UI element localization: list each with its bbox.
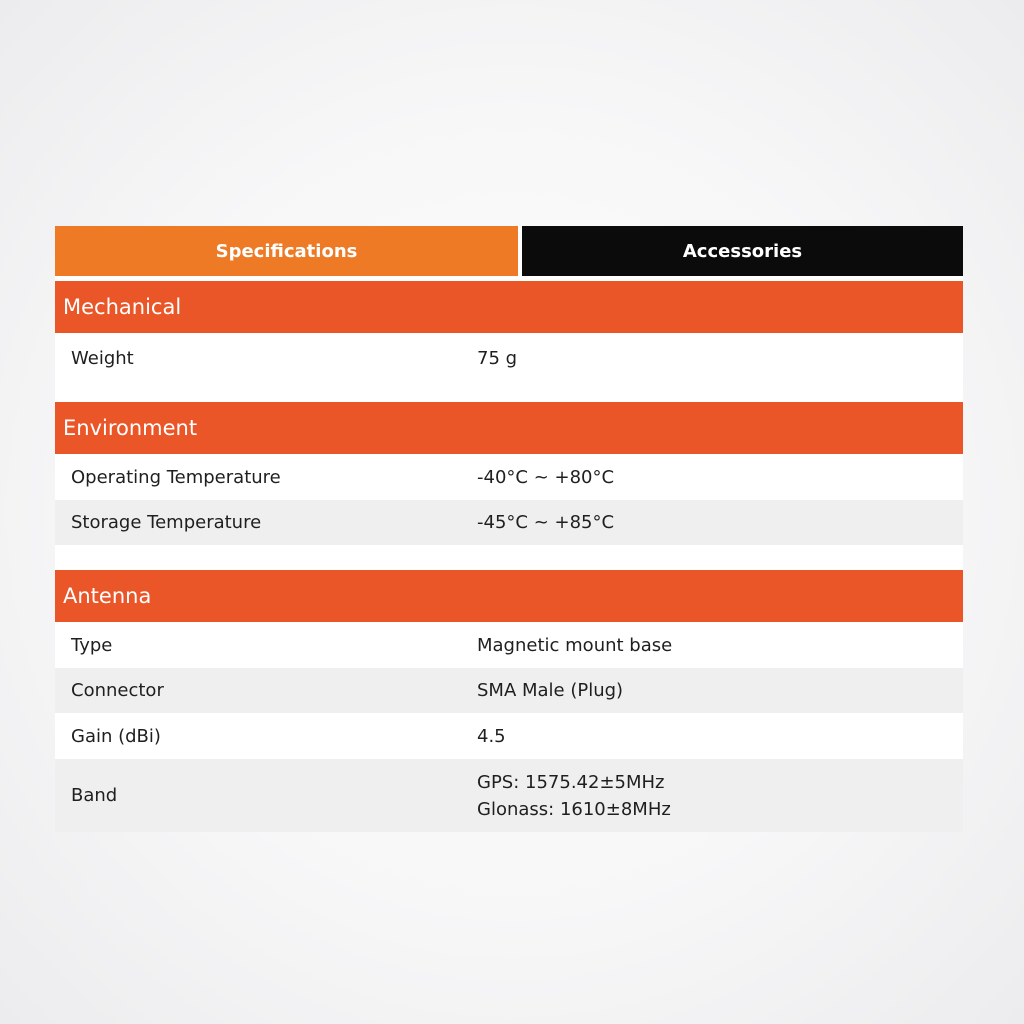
spec-row-storage-temperature <box>55 500 963 545</box>
spec-row-connector <box>55 668 963 713</box>
section-title: Mechanical <box>63 295 182 319</box>
band-gps-value: GPS: 1575.42±5MHz <box>477 771 665 793</box>
spec-label: Storage Temperature <box>71 512 262 533</box>
spec-label: Operating Temperature <box>71 466 281 488</box>
section-header-mechanical <box>55 281 963 333</box>
spec-row-weight <box>55 333 963 383</box>
section-header-antenna <box>55 570 963 622</box>
spec-value: -40°C ~ +80°C <box>477 466 615 488</box>
section-title: Antenna <box>63 584 152 608</box>
spec-value-multiline <box>477 769 963 823</box>
tab-specifications-label: Specifications <box>215 240 358 262</box>
tab-bar <box>55 226 963 276</box>
section-header-environment <box>55 402 963 454</box>
spec-value: 75 g <box>477 347 518 369</box>
spec-value: 4.5 <box>477 725 506 747</box>
spec-value: -45°C ~ +85°C <box>477 512 615 533</box>
spec-row-operating-temperature <box>55 454 963 500</box>
spec-row-type <box>55 622 963 668</box>
spacer <box>55 383 963 402</box>
spacer <box>55 545 963 570</box>
spec-row-band <box>55 759 963 832</box>
spec-label: Weight <box>71 347 134 369</box>
tab-specifications[interactable] <box>55 226 518 276</box>
spec-value: SMA Male (Plug) <box>477 680 624 701</box>
spec-row-gain <box>55 713 963 759</box>
band-glonass-value: Glonass: 1610±8MHz <box>477 798 671 820</box>
spec-label: Gain (dBi) <box>71 725 161 747</box>
tab-accessories[interactable] <box>522 226 963 276</box>
spec-label: Type <box>71 634 113 656</box>
spec-label: Band <box>71 785 118 806</box>
section-title: Environment <box>63 416 198 440</box>
spec-label: Connector <box>71 680 164 701</box>
spec-panel <box>55 226 963 832</box>
spec-value: Magnetic mount base <box>477 634 673 656</box>
tab-accessories-label: Accessories <box>682 240 803 262</box>
